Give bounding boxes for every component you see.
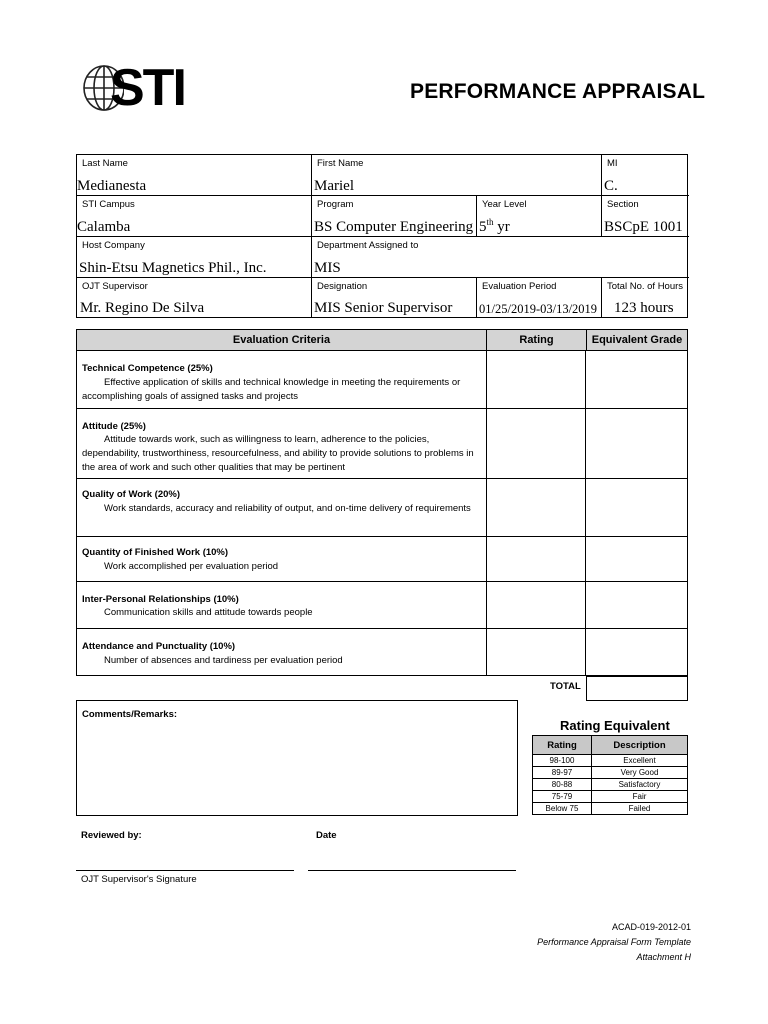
year-level-unit: yr [493, 219, 510, 235]
mi-cell [602, 155, 689, 196]
campus-label: STI Campus [82, 199, 135, 210]
rating-range: Below 75 [533, 803, 592, 815]
description-col-header: Description [592, 736, 688, 755]
rating-input-cell[interactable] [486, 629, 586, 676]
sti-logo [80, 60, 200, 116]
campus-cell [77, 196, 312, 237]
host-company-cell [77, 237, 312, 278]
last-name-label: Last Name [82, 158, 128, 169]
form-code: ACAD-019-2012-01 [611, 922, 691, 932]
eval-period-label: Evaluation Period [482, 281, 557, 292]
signature-label: OJT Supervisor's Signature [81, 874, 197, 885]
table-row [533, 755, 688, 767]
program-label: Program [317, 199, 354, 210]
year-level-label: Year Level [482, 199, 527, 210]
rating-input-cell[interactable] [486, 582, 586, 629]
rating-header: Rating [486, 329, 587, 351]
grade-header: Equivalent Grade [586, 329, 688, 351]
department-value: MIS [314, 260, 341, 276]
year-level-suffix: th [486, 217, 494, 227]
total-input-cell[interactable] [586, 676, 688, 701]
year-level-number: 5 [479, 219, 487, 235]
eval-period-cell [477, 278, 602, 317]
criteria-row [76, 537, 688, 582]
criteria-row [76, 479, 688, 537]
rating-input-cell[interactable] [486, 537, 586, 582]
rating-description: Failed [592, 803, 688, 815]
rating-col-header: Rating [533, 736, 592, 755]
rating-description: Excellent [592, 755, 688, 767]
host-company-label: Host Company [82, 240, 145, 251]
reviewed-by-label: Reviewed by: [81, 830, 142, 841]
rating-input-cell[interactable] [486, 479, 586, 537]
comments-box[interactable] [76, 700, 518, 816]
designation-value: MIS Senior Supervisor [314, 300, 453, 316]
criteria-cell [76, 537, 486, 582]
grade-input-cell[interactable] [586, 409, 688, 479]
criteria-description: Communication skills and attitude towards people [104, 607, 313, 618]
rating-range: 75-79 [533, 791, 592, 803]
criteria-header: Evaluation Criteria [76, 329, 487, 351]
criteria-row [76, 629, 688, 676]
rating-description: Very Good [592, 767, 688, 779]
section-cell [602, 196, 689, 237]
criteria-name: Technical Competence (25%) [82, 363, 213, 374]
grade-input-cell[interactable] [586, 629, 688, 676]
table-row [533, 779, 688, 791]
rating-equivalent-table [532, 735, 688, 815]
grade-input-cell[interactable] [586, 537, 688, 582]
criteria-description: Effective application of skills and technical knowledge in meeting the requirements or accomplishing goals of assigned tasks and projects [82, 377, 461, 402]
criteria-cell [76, 351, 486, 409]
table-row [533, 767, 688, 779]
rating-range: 80-88 [533, 779, 592, 791]
criteria-name: Quantity of Finished Work (10%) [82, 547, 229, 558]
total-hours-label: Total No. of Hours [607, 281, 684, 292]
criteria-cell [76, 629, 486, 676]
criteria-description: Work standards, accuracy and reliability of output, and on-time delivery of requirements [104, 503, 471, 514]
total-hours-value: 123 hours [614, 300, 674, 316]
criteria-row [76, 582, 688, 629]
criteria-row [76, 351, 688, 409]
criteria-description: Attitude towards work, such as willingness to learn, adherence to the policies, dependability, trustworthiness, resourcefulness, and ability to provide solutions to problems in the area of work and such other qualities that may be pertinent [82, 434, 474, 473]
rating-description: Satisfactory [592, 779, 688, 791]
rating-range: 89-97 [533, 767, 592, 779]
logo-text: STI [110, 59, 185, 117]
criteria-cell [76, 409, 486, 479]
campus-value: Calamba [77, 219, 131, 235]
year-level-value [479, 217, 510, 236]
supervisor-cell [77, 278, 312, 317]
criteria-row [76, 409, 688, 479]
department-cell [312, 237, 689, 278]
rating-equivalent-title: Rating Equivalent [560, 718, 670, 733]
rating-input-cell[interactable] [486, 351, 586, 409]
criteria-name: Inter-Personal Relationships (10%) [82, 594, 239, 605]
criteria-cell [76, 479, 486, 537]
date-label: Date [316, 830, 337, 841]
student-info-grid [76, 154, 688, 318]
criteria-name: Quality of Work (20%) [82, 489, 181, 500]
total-label: TOTAL [550, 681, 581, 692]
page-title: PERFORMANCE APPRAISAL [410, 80, 706, 103]
criteria-name: Attendance and Punctuality (10%) [82, 641, 236, 652]
attachment-label: Attachment H [636, 952, 691, 962]
first-name-value: Mariel [314, 178, 354, 194]
program-cell [312, 196, 477, 237]
criteria-cell [76, 582, 486, 629]
grade-input-cell[interactable] [586, 351, 688, 409]
supervisor-label: OJT Supervisor [82, 281, 148, 292]
form-template-name: Performance Appraisal Form Template [537, 937, 691, 947]
mi-value: C. [604, 178, 618, 194]
eval-period-value: 01/25/2019-03/13/2019 [479, 302, 598, 316]
program-value: BS Computer Engineering [314, 219, 474, 235]
rating-range: 98-100 [533, 755, 592, 767]
rating-input-cell[interactable] [486, 409, 586, 479]
year-level-cell [477, 196, 602, 237]
first-name-cell [312, 155, 602, 196]
comments-label: Comments/Remarks: [82, 709, 178, 720]
section-label: Section [607, 199, 639, 210]
section-value: BSCpE 1001 [604, 219, 683, 235]
criteria-description: Number of absences and tardiness per evaluation period [104, 655, 343, 666]
mi-label: MI [607, 158, 618, 169]
designation-label: Designation [317, 281, 368, 292]
grade-input-cell[interactable] [586, 479, 688, 537]
signature-line[interactable] [76, 870, 294, 871]
criteria-name: Attitude (25%) [82, 421, 146, 432]
last-name-cell [77, 155, 312, 196]
date-line[interactable] [308, 870, 516, 871]
designation-cell [312, 278, 477, 317]
rating-description: Fair [592, 791, 688, 803]
evaluation-table [76, 329, 688, 701]
department-label: Department Assigned to [317, 240, 419, 251]
host-company-value: Shin-Etsu Magnetics Phil., Inc. [79, 260, 267, 276]
grade-input-cell[interactable] [586, 582, 688, 629]
last-name-value: Medianesta [77, 178, 147, 194]
total-hours-cell [602, 278, 689, 317]
supervisor-value: Mr. Regino De Silva [80, 300, 205, 316]
criteria-description: Work accomplished per evaluation period [104, 561, 279, 572]
first-name-label: First Name [317, 158, 364, 169]
table-row [533, 803, 688, 815]
table-row [533, 791, 688, 803]
